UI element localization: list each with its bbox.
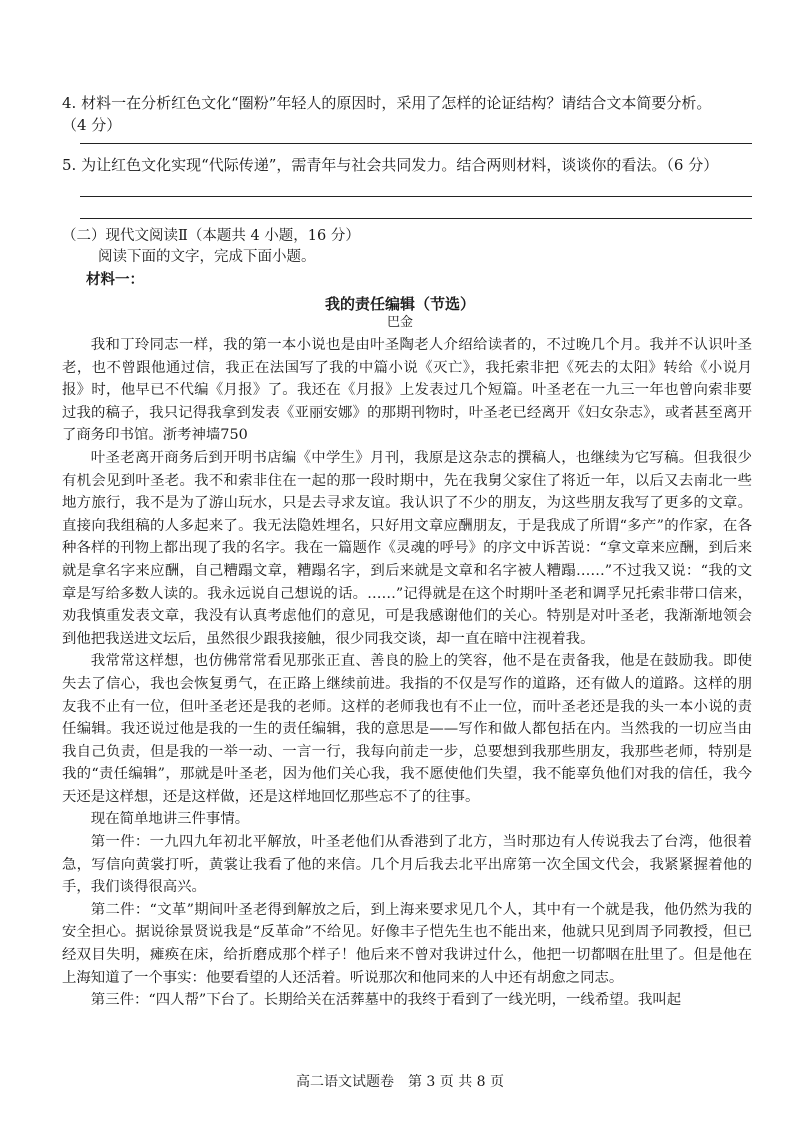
- answer-line: [80, 218, 752, 219]
- paragraph: 叶圣老离开商务后到开明书店编《中学生》月刊，我原是这杂志的撰稿人，也继续为它写稿。但我很少有机会见到叶圣老。我不和索非住在一起的那一段时期中，先在我舅父家住了将近一年，以后又去南北一些地方旅行，我不是为了游山玩水，只是去寻求友谊。我认识了不少的朋友，为这些朋友我写了更多的文章。直接向我组稿的人多起来了。我无法隐姓埋名，只好用文章应酬朋友，于是我成了所谓“多产”的作家，在各种各样的刊物上都出现了我的名字。我在一篇题作《灵魂的呼号》的序文中诉苦说：“拿文章来应酬，到后来就是拿名字来应酬，自己糟蹋文章，糟蹋名字，到后来就是文章和名字被人糟蹋……”不过我又说：“我的文章是写给多数人读的。我永远说自己想说的话。……”记得就是在这个时期叶圣老和调孚兄托索非带口信来，劝我慎重发表文章，我没有认真考虑他们的意见，可是我感谢他们的关心。特别是对叶圣老，我渐渐地领会到他把我送进文坛后，虽然很少跟我接触，很少同我交谈，却一直在暗中注视着我。: [62, 449, 752, 647]
- material-label: 材料一：: [86, 271, 144, 288]
- question-4: [62, 92, 752, 136]
- paragraph: 我和丁玲同志一样，我的第一本小说也是由叶圣陶老人介绍给读者的，不过晚几个月。我并不认识叶圣老，也不曾跟他通过信，我正在法国写了我的中篇小说《灭亡》，我托索非把《死去的太阳》转给《小说月报》时，他早已不代编《月报》了。我还在《月报》上发表过几个短篇。叶圣老在一九三一年也曾向索非要过我的稿子，我只记得我拿到发表《亚丽安娜》的那期刊物时，叶圣老已经离开《妇女杂志》，或者甚至离开了商务印书馆。浙考神墙750: [62, 337, 752, 444]
- answer-line: [80, 143, 752, 144]
- section-heading: （二）现代文阅读Ⅱ（本题共 4 小题，16 分）: [62, 228, 360, 244]
- paragraph: 第一件：一九四九年初北平解放，叶圣老他们从香港到了北方，当时那边有人传说我去了台湾，他很着急，写信向黄裳打听，黄裳让我看了他的来信。几个月后我去北平出席第一次全国文代会，我紧紧握着他的手，我们谈得很高兴。: [62, 834, 752, 896]
- paragraph: 第二件：“文革”期间叶圣老得到解放之后，到上海来要求见几个人，其中有一个就是我，他仍然为我的安全担心。据说徐景贤说我是“反革命”不给见。好像丰子恺先生也不能出来，他就只见到周予同教授，但已经双目失明，瘫痪在床，给折磨成那个样子！他后来不曾对我讲过什么，他把一切都咽在肚里了。但是他在上海知道了一个事实：他要看望的人还活着。听说那次和他同来的人中还有胡愈之同志。: [62, 901, 752, 986]
- article-body: [62, 334, 752, 1012]
- section-instruction: 阅读下面的文字，完成下面小题。: [98, 249, 316, 265]
- paragraph: 我常常这样想，也仿佛常常看见那张正直、善良的脸上的笑容，他不是在责备我，他是在鼓励我。即使失去了信心，我也会恢复勇气，在正路上继续前进。我指的不仅是写作的道路，还有做人的道路。这样的朋友我不止有一位，但叶圣老还是我的老师。这样的老师我也有不止一位，而叶圣老还是我的头一本小说的责任编辑。我还说过他是我的一生的责任编辑，我的意思是——写作和做人都包括在内。当然我的一切应当由我自己负责，但是我的一举一动、一言一行，我每向前走一步，总要想到我那些朋友，我那些老师，特别是我的“责任编辑”，那就是叶圣老，因为他们关心我，我不愿使他们失望，我不能辜负他们对我的信任，我今天还是这样想，还是这样做，还是这样地回忆那些忘不了的往事。: [62, 653, 752, 805]
- article-author: 巴金: [386, 315, 413, 330]
- question-5-text: 5. 为让红色文化实现“代际传递”，需青年与社会共同发力。结合两则材料，谈谈你的看法。（6 分）: [62, 156, 719, 174]
- answer-line: [80, 196, 752, 197]
- question-5: [62, 154, 752, 176]
- paragraph: 第三件：“四人帮”下台了。长期给关在活葬墓中的我终于看到了一线光明，一线希望。我叫起: [90, 992, 682, 1009]
- question-4-score: （4 分）: [62, 116, 122, 134]
- article-title: 我的责任编辑（节选）: [324, 295, 475, 313]
- paragraph: 现在简单地讲三件事情。: [90, 811, 250, 828]
- question-4-text: 4. 材料一在分析红色文化“圈粉”年轻人的原因时，采用了怎样的论证结构？请结合文本简要分析。: [62, 94, 712, 112]
- page-footer: 高二语文试题卷 第 3 页 共 8 页: [295, 1074, 505, 1090]
